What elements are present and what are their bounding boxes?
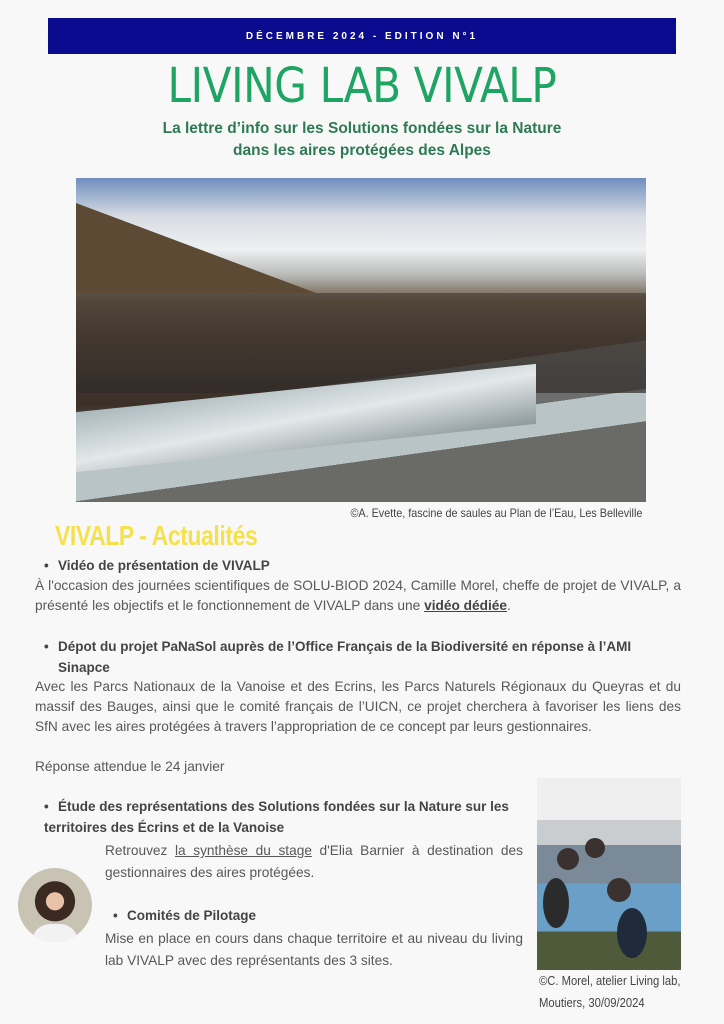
news-item-title bbox=[113, 905, 256, 926]
avatar-photo bbox=[18, 868, 92, 942]
subtitle-line-1: La lettre d’info sur les Solutions fondées sur la Nature bbox=[162, 120, 562, 137]
bullet-icon: • bbox=[44, 639, 49, 654]
news-section-heading: VIVALP - Actualités bbox=[55, 520, 258, 551]
subtitle-line-2: dans les aires protégées des Alpes bbox=[233, 142, 491, 159]
video-link[interactable]: vidéo dédiée bbox=[424, 598, 507, 613]
news-item-title bbox=[44, 555, 270, 576]
news-item-text bbox=[35, 576, 681, 616]
news-item-title-text: Étude des représentations des Solutions fondées sur la Nature sur les territoires des Écrins et de la Vanoise bbox=[44, 799, 509, 835]
newsletter-subtitle bbox=[0, 118, 724, 162]
bullet-icon: • bbox=[113, 908, 118, 923]
news-item-title bbox=[44, 636, 684, 678]
news-item-title bbox=[44, 796, 524, 838]
text: Retrouvez bbox=[105, 843, 175, 858]
news-item-title-text: Dépot du projet PaNaSol auprès de l’Office Français de la Biodiversité en réponse à l’AMI Sinapce bbox=[58, 639, 632, 675]
edition-banner bbox=[48, 18, 676, 54]
news-item-note: Réponse attendue le 24 janvier bbox=[35, 759, 225, 774]
workshop-photo-caption: ©C. Morel, atelier Living lab, Moutiers, 30/09/2024 bbox=[539, 974, 681, 1010]
hero-photo-river-landscape bbox=[76, 178, 646, 502]
text: . bbox=[507, 598, 511, 613]
edition-label: DÉCEMBRE 2024 - EDITION N°1 bbox=[245, 30, 479, 42]
bullet-icon: • bbox=[44, 558, 49, 573]
internship-summary-link[interactable]: la synthèse du stage bbox=[174, 843, 312, 858]
news-item-text: Mise en place en cours dans chaque territoire et au niveau du living lab VIVALP avec des représentants des 3 sites. bbox=[105, 931, 523, 968]
text: À l'occasion des journées scientifiques de SOLU-BIOD 2024, Camille Morel, cheffe de projet de VIVALP, a présenté les objectifs et le fonctionnement de VIVALP dans une bbox=[35, 578, 681, 613]
news-item-text: Avec les Parcs Nationaux de la Vanoise et des Ecrins, les Parcs Naturels Régionaux du Queyras et du massif des Bauges, ainsi que le comité français de l’UICN, ce projet cherchera à favoriser les liens des SfN avec les aires protégées à travers l’appropriation de ce concept par leurs gestionnaires. bbox=[35, 679, 681, 734]
news-item-text bbox=[105, 840, 523, 884]
news-item-title-text: Comités de Pilotage bbox=[127, 908, 257, 923]
text: d'Elia Barnier à destination des gestionnaires des aires protégées. bbox=[105, 843, 523, 880]
news-item-title-text: Vidéo de présentation de VIVALP bbox=[58, 558, 270, 573]
workshop-photo bbox=[537, 778, 681, 970]
bullet-icon: • bbox=[44, 799, 49, 814]
newsletter-title: LIVING LAB VIVALP bbox=[167, 58, 557, 114]
hero-photo-caption: ©A. Evette, fascine de saules au Plan de l’Eau, Les Belleville bbox=[350, 506, 642, 520]
